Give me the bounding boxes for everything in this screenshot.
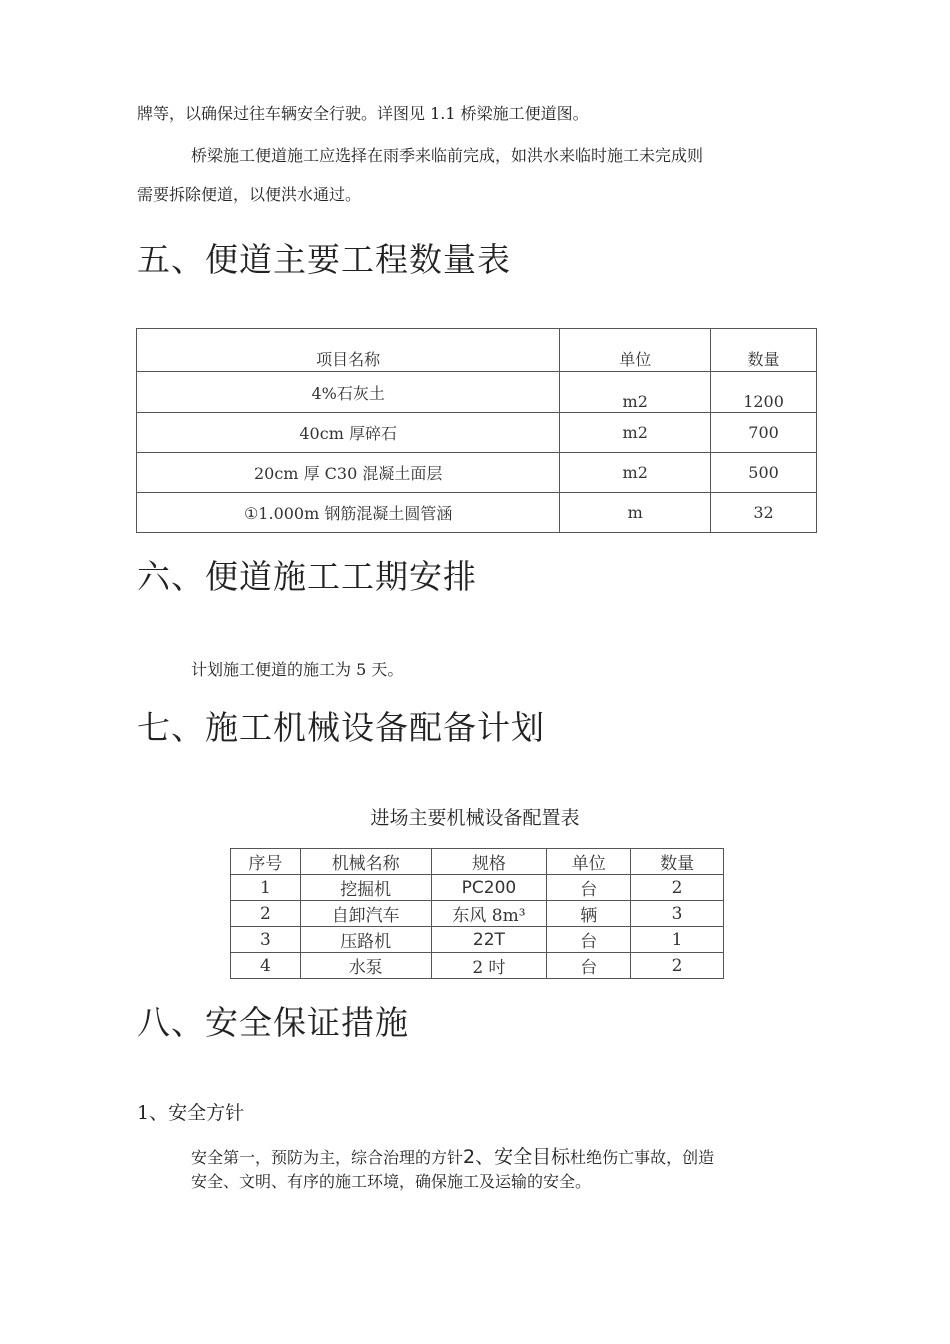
section-heading-6: 六、便道施工工期安排 [137, 557, 477, 596]
table-cell: 3 [631, 901, 724, 927]
table-row [231, 875, 724, 901]
table-cell: 台 [547, 927, 631, 953]
table-row [231, 953, 724, 979]
table-cell: PC200 [431, 875, 547, 901]
table-cell: 台 [547, 875, 631, 901]
table-cell: 2 [631, 953, 724, 979]
quantity-table [136, 328, 817, 533]
table-cell: 40cm 厚碎石 [137, 413, 560, 453]
table-cell: 台 [547, 953, 631, 979]
table-cell: m2 [560, 453, 711, 493]
table-cell: m2 [560, 372, 711, 413]
paragraph-line: 桥梁施工便道施工应选择在雨季来临前完成，如洪水来临时施工未完成则 [191, 146, 704, 165]
table-cell: 32 [711, 493, 817, 533]
table-row [231, 901, 724, 927]
table-row [137, 413, 817, 453]
table-row [137, 372, 817, 413]
table-cell: m [560, 493, 711, 533]
table-cell: 压路机 [300, 927, 431, 953]
table-cell: 挖掘机 [300, 875, 431, 901]
table-header-row [137, 329, 817, 372]
safety-text-line: 安全、文明、有序的施工环境，确保施工及运输的安全。 [191, 1172, 592, 1191]
table-header-cell: 机械名称 [300, 849, 431, 875]
table-cell: ①1.000m 钢筋混凝土圆管涵 [137, 493, 560, 533]
section-heading-8: 八、安全保证措施 [137, 1003, 409, 1042]
table-header-cell: 数量 [711, 329, 817, 372]
safety-policy-text: 安全第一，预防为主，综合治理的方针 [191, 1148, 464, 1167]
table-cell: 700 [711, 413, 817, 453]
safety-text-line [191, 1147, 714, 1168]
table-header-cell: 单位 [560, 329, 711, 372]
table-cell: m2 [560, 413, 711, 453]
table-cell: 2 [231, 901, 301, 927]
table-cell: 1 [231, 875, 301, 901]
table-cell: 500 [711, 453, 817, 493]
table-cell: 4%石灰土 [137, 372, 560, 413]
table-header-row [231, 849, 724, 875]
paragraph-line: 需要拆除便道，以便洪水通过。 [137, 185, 362, 204]
section-heading-7: 七、施工机械设备配备计划 [137, 708, 545, 747]
table-cell: 2 吋 [431, 953, 547, 979]
equipment-table [230, 848, 724, 979]
table-title: 进场主要机械设备配置表 [370, 807, 580, 829]
table-cell: 3 [231, 927, 301, 953]
safety-goal-text: 杜绝伤亡事故，创造 [570, 1148, 715, 1167]
table-header-cell: 序号 [231, 849, 301, 875]
table-header-cell: 数量 [631, 849, 724, 875]
table-cell: 水泵 [300, 953, 431, 979]
table-cell: 自卸汽车 [300, 901, 431, 927]
schedule-text: 计划施工便道的施工为 5 天。 [191, 660, 404, 679]
table-cell: 辆 [547, 901, 631, 927]
paragraph-continuation: 牌等，以确保过往车辆安全行驶。详图见 1.1 桥梁施工便道图。 [137, 104, 589, 123]
table-cell: 东风 8m³ [431, 901, 547, 927]
table-row [137, 493, 817, 533]
table-row [137, 453, 817, 493]
table-cell: 20cm 厚 C30 混凝土面层 [137, 453, 560, 493]
section-heading-5: 五、便道主要工程数量表 [137, 240, 511, 279]
table-cell: 22T [431, 927, 547, 953]
table-header-cell: 规格 [431, 849, 547, 875]
table-cell: 1 [631, 927, 724, 953]
table-header-cell: 单位 [547, 849, 631, 875]
table-row [231, 927, 724, 953]
table-cell: 4 [231, 953, 301, 979]
table-cell: 2 [631, 875, 724, 901]
subheading-safety-policy: 1、安全方针 [137, 1102, 245, 1124]
table-header-cell: 项目名称 [137, 329, 560, 372]
subheading-safety-goal: 2、安全目标 [463, 1146, 571, 1168]
table-cell: 1200 [711, 372, 817, 413]
